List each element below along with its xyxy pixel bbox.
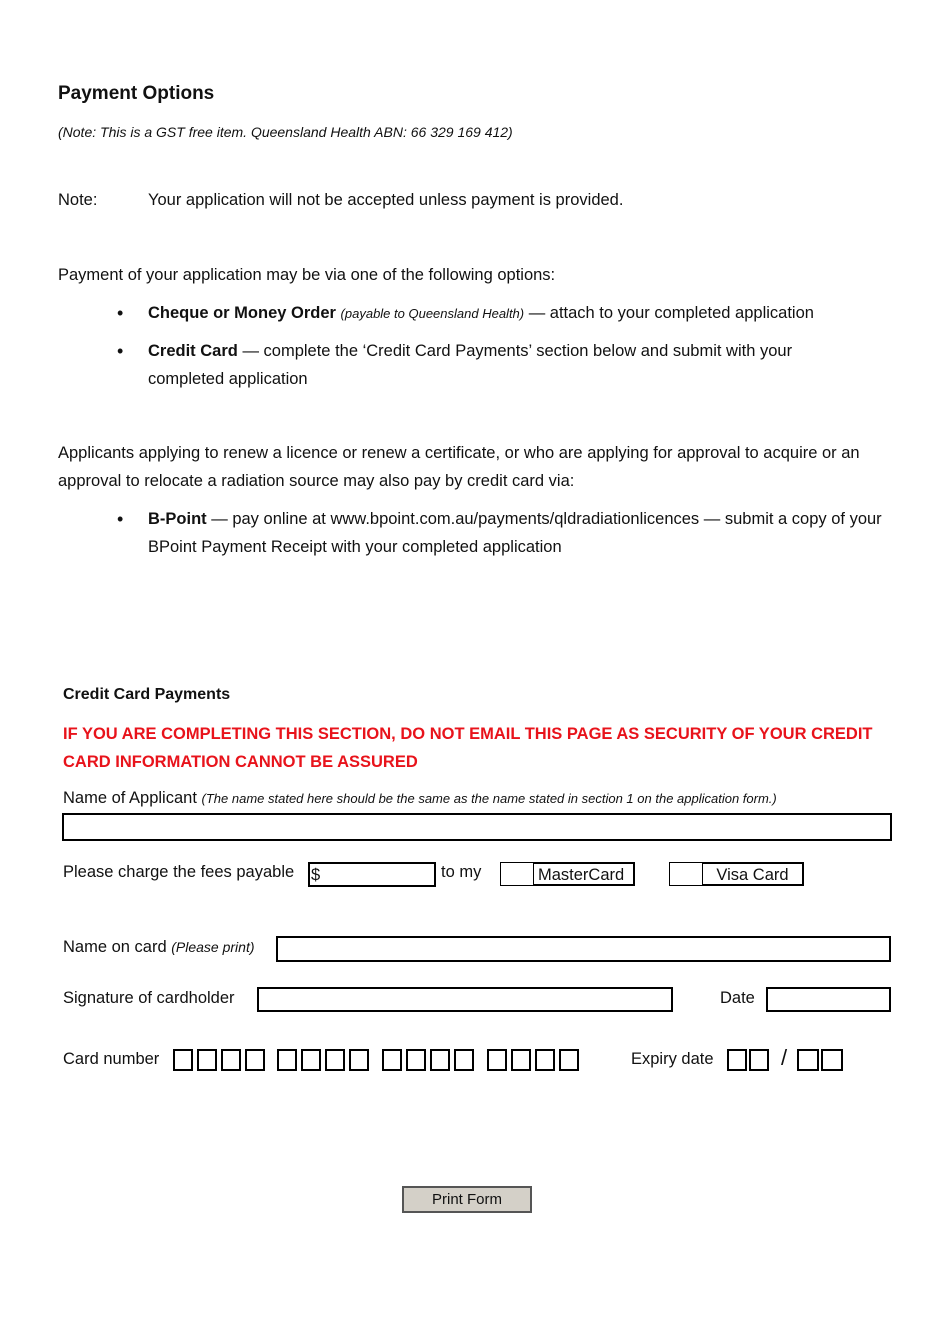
name-on-card-row (63, 938, 255, 957)
expiry-label: Expiry date (631, 1050, 714, 1068)
expiry-year-group (797, 1049, 843, 1071)
expiry-separator: / (781, 1045, 788, 1070)
card-digit-input[interactable] (454, 1049, 474, 1071)
bullet-icon: • (117, 303, 124, 323)
visa-option[interactable] (669, 862, 804, 886)
card-digit-input[interactable] (349, 1049, 369, 1071)
card-digit-input[interactable] (301, 1049, 321, 1071)
card-digit-input[interactable] (173, 1049, 193, 1071)
date-label: Date (720, 989, 755, 1007)
to-my-label: to my (441, 863, 482, 881)
cheque-payee: (payable to Queensland Health) (340, 306, 525, 321)
name-on-card-hint: (Please print) (171, 939, 255, 955)
option-bpoint (148, 505, 913, 561)
bpoint-label: B-Point (148, 510, 207, 528)
card-number-group-4 (487, 1049, 579, 1071)
card-digit-input[interactable] (406, 1049, 426, 1071)
card-digit-input[interactable] (277, 1049, 297, 1071)
card-digit-input[interactable] (197, 1049, 217, 1071)
card-digit-input[interactable] (535, 1049, 555, 1071)
cheque-label: Cheque or Money Order (148, 304, 336, 322)
card-digit-input[interactable] (430, 1049, 450, 1071)
renew-text: Applicants applying to renew a licence or renew a certificate, or who are applying for approval to acquire or an approval to relocate a radiation source may also pay by credit card via: (58, 444, 860, 490)
card-number-group-1 (173, 1049, 265, 1071)
card-digit-input[interactable] (487, 1049, 507, 1071)
card-digit-input[interactable] (559, 1049, 579, 1071)
gst-note: (Note: This is a GST free item. Queensland Health ABN: 66 329 169 412) (58, 124, 513, 140)
print-form-button[interactable]: Print Form (402, 1186, 532, 1213)
signature-label: Signature of cardholder (63, 989, 235, 1007)
credit-card-desc: — complete the ‘Credit Card Payments’ section below and submit with your completed application (148, 342, 793, 388)
visa-label: Visa Card (703, 862, 804, 886)
bullet-icon: • (117, 509, 124, 529)
signature-input[interactable] (257, 987, 673, 1012)
security-warning: IF YOU ARE COMPLETING THIS SECTION, DO NOT EMAIL THIS PAGE AS SECURITY OF YOUR CREDIT CARD INFORMATION CANNOT BE ASSURED (63, 725, 873, 771)
mastercard-option[interactable] (500, 862, 635, 886)
expiry-month-input[interactable] (727, 1049, 747, 1071)
charge-label: Please charge the fees payable (63, 863, 295, 881)
expiry-month-group (727, 1049, 769, 1071)
bpoint-desc: — pay online at www.bpoint.com.au/payments/qldradiationlicences — submit a copy of your BPoint Payment Receipt with your completed application (148, 510, 882, 556)
payment-intro: Payment of your application may be via one of the following options: (58, 266, 556, 284)
expiry-month-input[interactable] (749, 1049, 769, 1071)
name-applicant-input[interactable] (62, 813, 892, 841)
expiry-year-input[interactable] (821, 1049, 843, 1071)
amount-input[interactable]: $ (308, 862, 436, 887)
name-applicant-label: Name of Applicant (63, 789, 197, 807)
mastercard-checkbox[interactable] (500, 862, 534, 886)
bullet-icon: • (117, 341, 124, 361)
credit-card-label: Credit Card (148, 342, 238, 360)
card-digit-input[interactable] (221, 1049, 241, 1071)
card-digit-input[interactable] (511, 1049, 531, 1071)
option-cheque (148, 299, 908, 328)
card-digit-input[interactable] (325, 1049, 345, 1071)
card-digit-input[interactable] (245, 1049, 265, 1071)
date-input[interactable] (766, 987, 891, 1012)
mastercard-label: MasterCard (534, 862, 635, 886)
name-applicant-row (63, 789, 777, 808)
name-on-card-input[interactable] (276, 936, 891, 962)
note-label: Note: (58, 191, 98, 209)
page-title: Payment Options (58, 83, 215, 104)
expiry-year-input[interactable] (797, 1049, 819, 1071)
cheque-desc: — attach to your completed application (524, 304, 814, 322)
card-number-group-3 (382, 1049, 474, 1071)
note-text: Your application will not be accepted unless payment is provided. (148, 191, 624, 209)
card-digit-input[interactable] (382, 1049, 402, 1071)
name-on-card-label: Name on card (63, 938, 167, 956)
visa-checkbox[interactable] (669, 862, 703, 886)
card-number-group-2 (277, 1049, 369, 1071)
cc-heading: Credit Card Payments (63, 686, 231, 703)
name-applicant-hint: (The name stated here should be the same as the name stated in section 1 on the application form.) (201, 791, 777, 806)
option-credit-card (148, 337, 848, 393)
card-number-label: Card number (63, 1050, 160, 1068)
